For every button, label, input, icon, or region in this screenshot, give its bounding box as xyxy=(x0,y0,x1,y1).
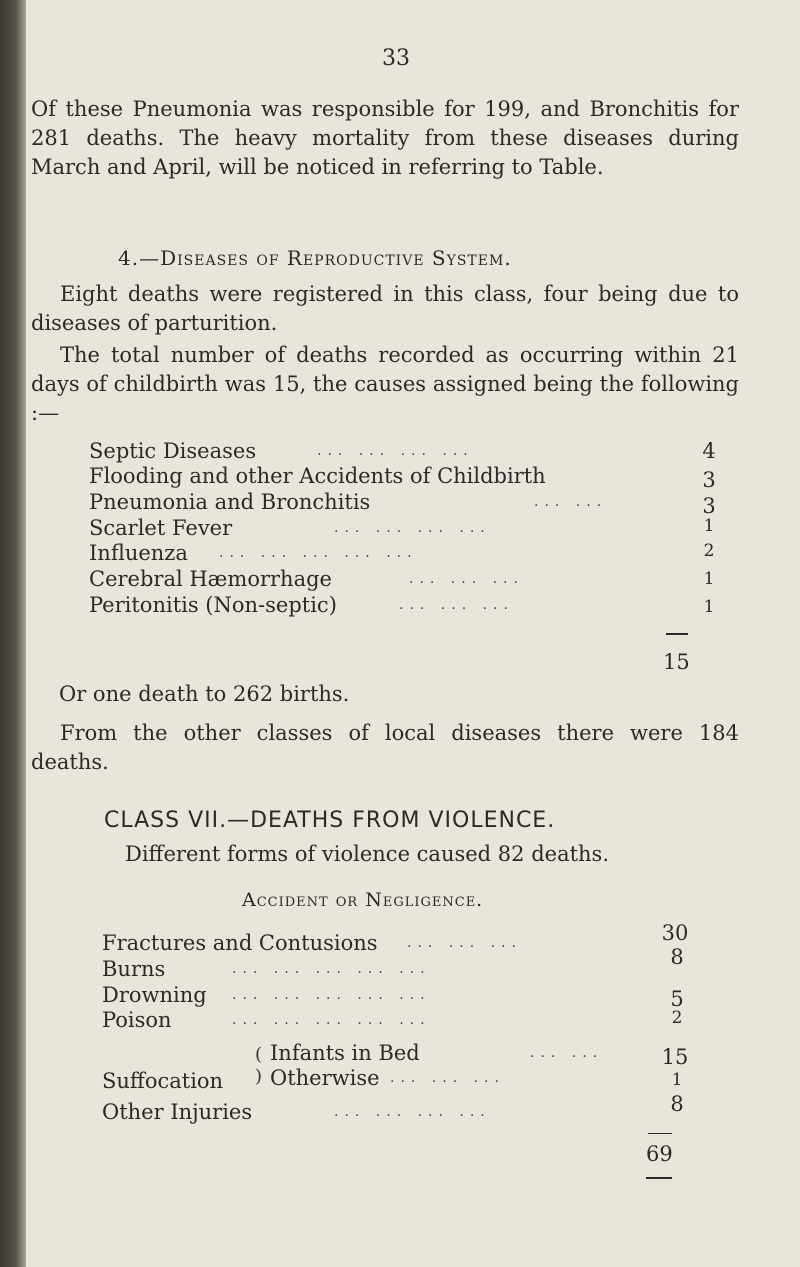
leader-dots: ... ... ... xyxy=(407,935,522,951)
row-label: Scarlet Fever xyxy=(89,516,233,540)
page-number: 33 xyxy=(382,46,410,71)
total-rule xyxy=(666,633,688,635)
table-row xyxy=(102,1092,722,1126)
leader-dots: ... ... xyxy=(530,1045,604,1061)
row-label: Burns xyxy=(102,957,166,981)
table-row xyxy=(270,1066,730,1092)
section-4-paragraph-3: Or one death to 262 births. xyxy=(59,682,350,706)
table-total: 69 xyxy=(646,1142,673,1166)
section-4-paragraph-4: From the other classes of local diseases there were 184 deaths. xyxy=(31,721,739,774)
table-row xyxy=(102,921,722,957)
row-value: 1 xyxy=(671,1070,683,1090)
section-4-paragraph-2: The total number of deaths recorded as occurring within 21 days of childbirth was 15, the causes assigned being the following :— xyxy=(31,343,739,425)
section-4-heading xyxy=(118,246,512,270)
section-4-title: Diseases of Reproductive System. xyxy=(160,246,512,270)
document-page xyxy=(30,0,800,1267)
table-row xyxy=(89,593,715,619)
leader-dots: ... ... ... ... ... xyxy=(232,1012,431,1028)
leader-dots: ... ... ... ... xyxy=(317,443,474,459)
row-value: 1 xyxy=(703,597,715,617)
row-value: 2 xyxy=(703,541,715,561)
row-label: Fractures and Contusions xyxy=(102,931,378,955)
row-value: 15 xyxy=(661,1045,689,1069)
table-row xyxy=(102,945,722,983)
suffocation-label: Suffocation xyxy=(102,1069,224,1093)
row-value: 1 xyxy=(703,569,715,589)
row-value: 30 xyxy=(661,921,689,945)
leader-dots: ... ... ... xyxy=(399,597,514,613)
row-value: 3 xyxy=(702,468,716,492)
table-row xyxy=(102,1008,722,1034)
leader-dots: ... ... ... ... xyxy=(334,1104,491,1120)
leader-dots: ... ... ... ... ... xyxy=(232,961,431,977)
table-row xyxy=(89,490,716,518)
table-total: 15 xyxy=(663,650,690,674)
row-value: 3 xyxy=(702,494,716,518)
table-row xyxy=(102,983,722,1009)
section-4-number: 4.— xyxy=(118,246,161,270)
row-label: Drowning xyxy=(102,983,207,1007)
table-row xyxy=(89,516,715,542)
intro-paragraph: Of these Pneumonia was responsible for 199, and Bronchitis for 281 deaths. The heavy mortality from these diseases during March and April, will be noticed in referring to Table. xyxy=(31,97,739,179)
row-label: Otherwise xyxy=(270,1066,380,1090)
book-binding-edge xyxy=(0,0,26,1267)
row-value: 5 xyxy=(670,987,684,1011)
section-4-paragraph-1: Eight deaths were registered in this class, four being due to diseases of parturition. xyxy=(31,282,739,335)
row-value: 4 xyxy=(702,439,716,463)
table-row xyxy=(89,439,716,465)
class-7-intro: Different forms of violence caused 82 deaths. xyxy=(125,842,610,866)
row-label: Pneumonia and Bronchitis xyxy=(89,490,371,514)
table-row xyxy=(89,567,715,593)
accident-subheading: Accident or Negligence. xyxy=(242,889,484,911)
row-label: Influenza xyxy=(89,541,188,565)
table-row xyxy=(270,1041,730,1067)
table-row xyxy=(89,464,716,492)
suffocation-brace: ( ) xyxy=(255,1044,263,1087)
class-7-heading: CLASS VII.—DEATHS FROM VIOLENCE. xyxy=(104,808,556,833)
row-value: 1 xyxy=(703,516,715,536)
row-label: Infants in Bed xyxy=(270,1041,420,1065)
leader-dots: ... ... ... xyxy=(390,1070,505,1086)
row-value: 8 xyxy=(670,1092,684,1116)
row-label: Peritonitis (Non-septic) xyxy=(89,593,337,617)
total-rule xyxy=(648,1133,672,1134)
row-value: 2 xyxy=(671,1008,683,1028)
row-label: Septic Diseases xyxy=(89,439,257,463)
table-row xyxy=(89,541,715,567)
row-label: Cerebral Hæmorrhage xyxy=(89,567,332,591)
row-label: Other Injuries xyxy=(102,1100,253,1124)
leader-dots: ... ... ... ... ... xyxy=(219,545,418,561)
row-value: 8 xyxy=(670,945,684,969)
row-label: Flooding and other Accidents of Childbirth xyxy=(89,464,546,488)
leader-dots: ... ... xyxy=(534,494,608,510)
leader-dots: ... ... ... xyxy=(409,571,524,587)
row-label: Poison xyxy=(102,1008,172,1032)
leader-dots: ... ... ... ... ... xyxy=(232,987,431,1003)
double-rule xyxy=(646,1177,672,1179)
leader-dots: ... ... ... ... xyxy=(334,520,491,536)
